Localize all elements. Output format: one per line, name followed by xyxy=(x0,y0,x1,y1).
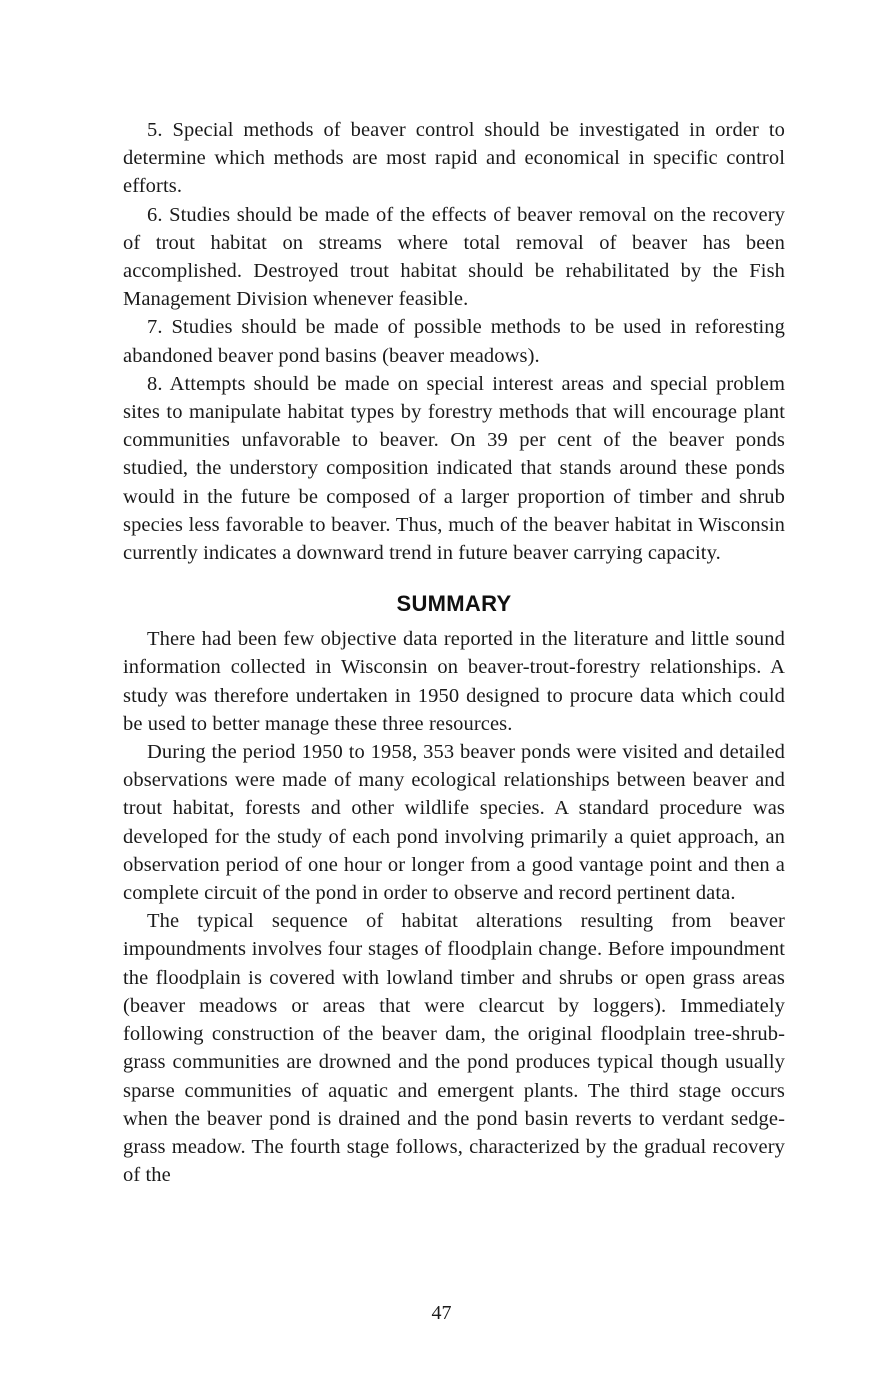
page-number: 47 xyxy=(431,1302,452,1324)
recommendation-8: 8. Attempts should be made on special interest areas and special problem sites to manipulate habitat types by forestry methods that will encourage plant communities unfavorable to beaver. On 39 per cent of the beaver ponds studied, the understory composition indicated that stands around these ponds would in the future be composed of a larger proportion of timber and shrub species less favorable to beaver. Thus, much of the beaver habitat in Wisconsin currently indicates a downward trend in future beaver carrying capacity. xyxy=(123,372,785,565)
summary-heading: SUMMARY xyxy=(396,591,512,617)
recommendations-list xyxy=(123,116,785,567)
page-content xyxy=(123,116,785,1189)
summary-paragraph-3: The typical sequence of habitat alterations resulting from beaver impoundments involves four stages of floodplain change. Before impoundment the floodplain is covered with lowland timber and shrubs or open grass areas (beaver meadows or areas that were clearcut by loggers). Immediately following construction of the beaver dam, the original floodplain tree-shrub-grass communities are drowned and the pond produces typical though usually sparse communities of aquatic and emergent plants. The third stage occurs when the beaver pond is drained and the pond basin reverts to verdant sedge-grass meadow. The fourth stage follows, characterized by the gradual recovery of the xyxy=(123,910,785,1187)
summary-section xyxy=(123,625,785,1189)
recommendation-7: 7. Studies should be made of possible methods to be used in reforesting abandoned beaver pond basins (beaver meadows). xyxy=(123,316,785,367)
summary-paragraph-2: During the period 1950 to 1958, 353 beaver ponds were visited and detailed observations were made of many ecological relationships between beaver and trout habitat, forests and other wildlife species. A standard procedure was developed for the study of each pond involving primarily a quiet approach, an observation period of one hour or longer from a good vantage point and then a complete circuit of the pond in order to observe and record pertinent data. xyxy=(123,741,785,905)
recommendation-5: 5. Special methods of beaver control should be investigated in order to determine which methods are most rapid and economical in specific control efforts. xyxy=(123,119,785,198)
summary-paragraph-1: There had been few objective data reported in the literature and little sound information collected in Wisconsin on beaver-trout-forestry relationships. A study was therefore undertaken in 1950 designed to procure data which could be used to better manage these three resources. xyxy=(123,628,785,735)
recommendation-6: 6. Studies should be made of the effects of beaver removal on the recovery of trout habitat on streams where total removal of beaver has been accomplished. Destroyed trout habitat should be rehabilitated by the Fish Management Division whenever feasible. xyxy=(123,203,785,311)
